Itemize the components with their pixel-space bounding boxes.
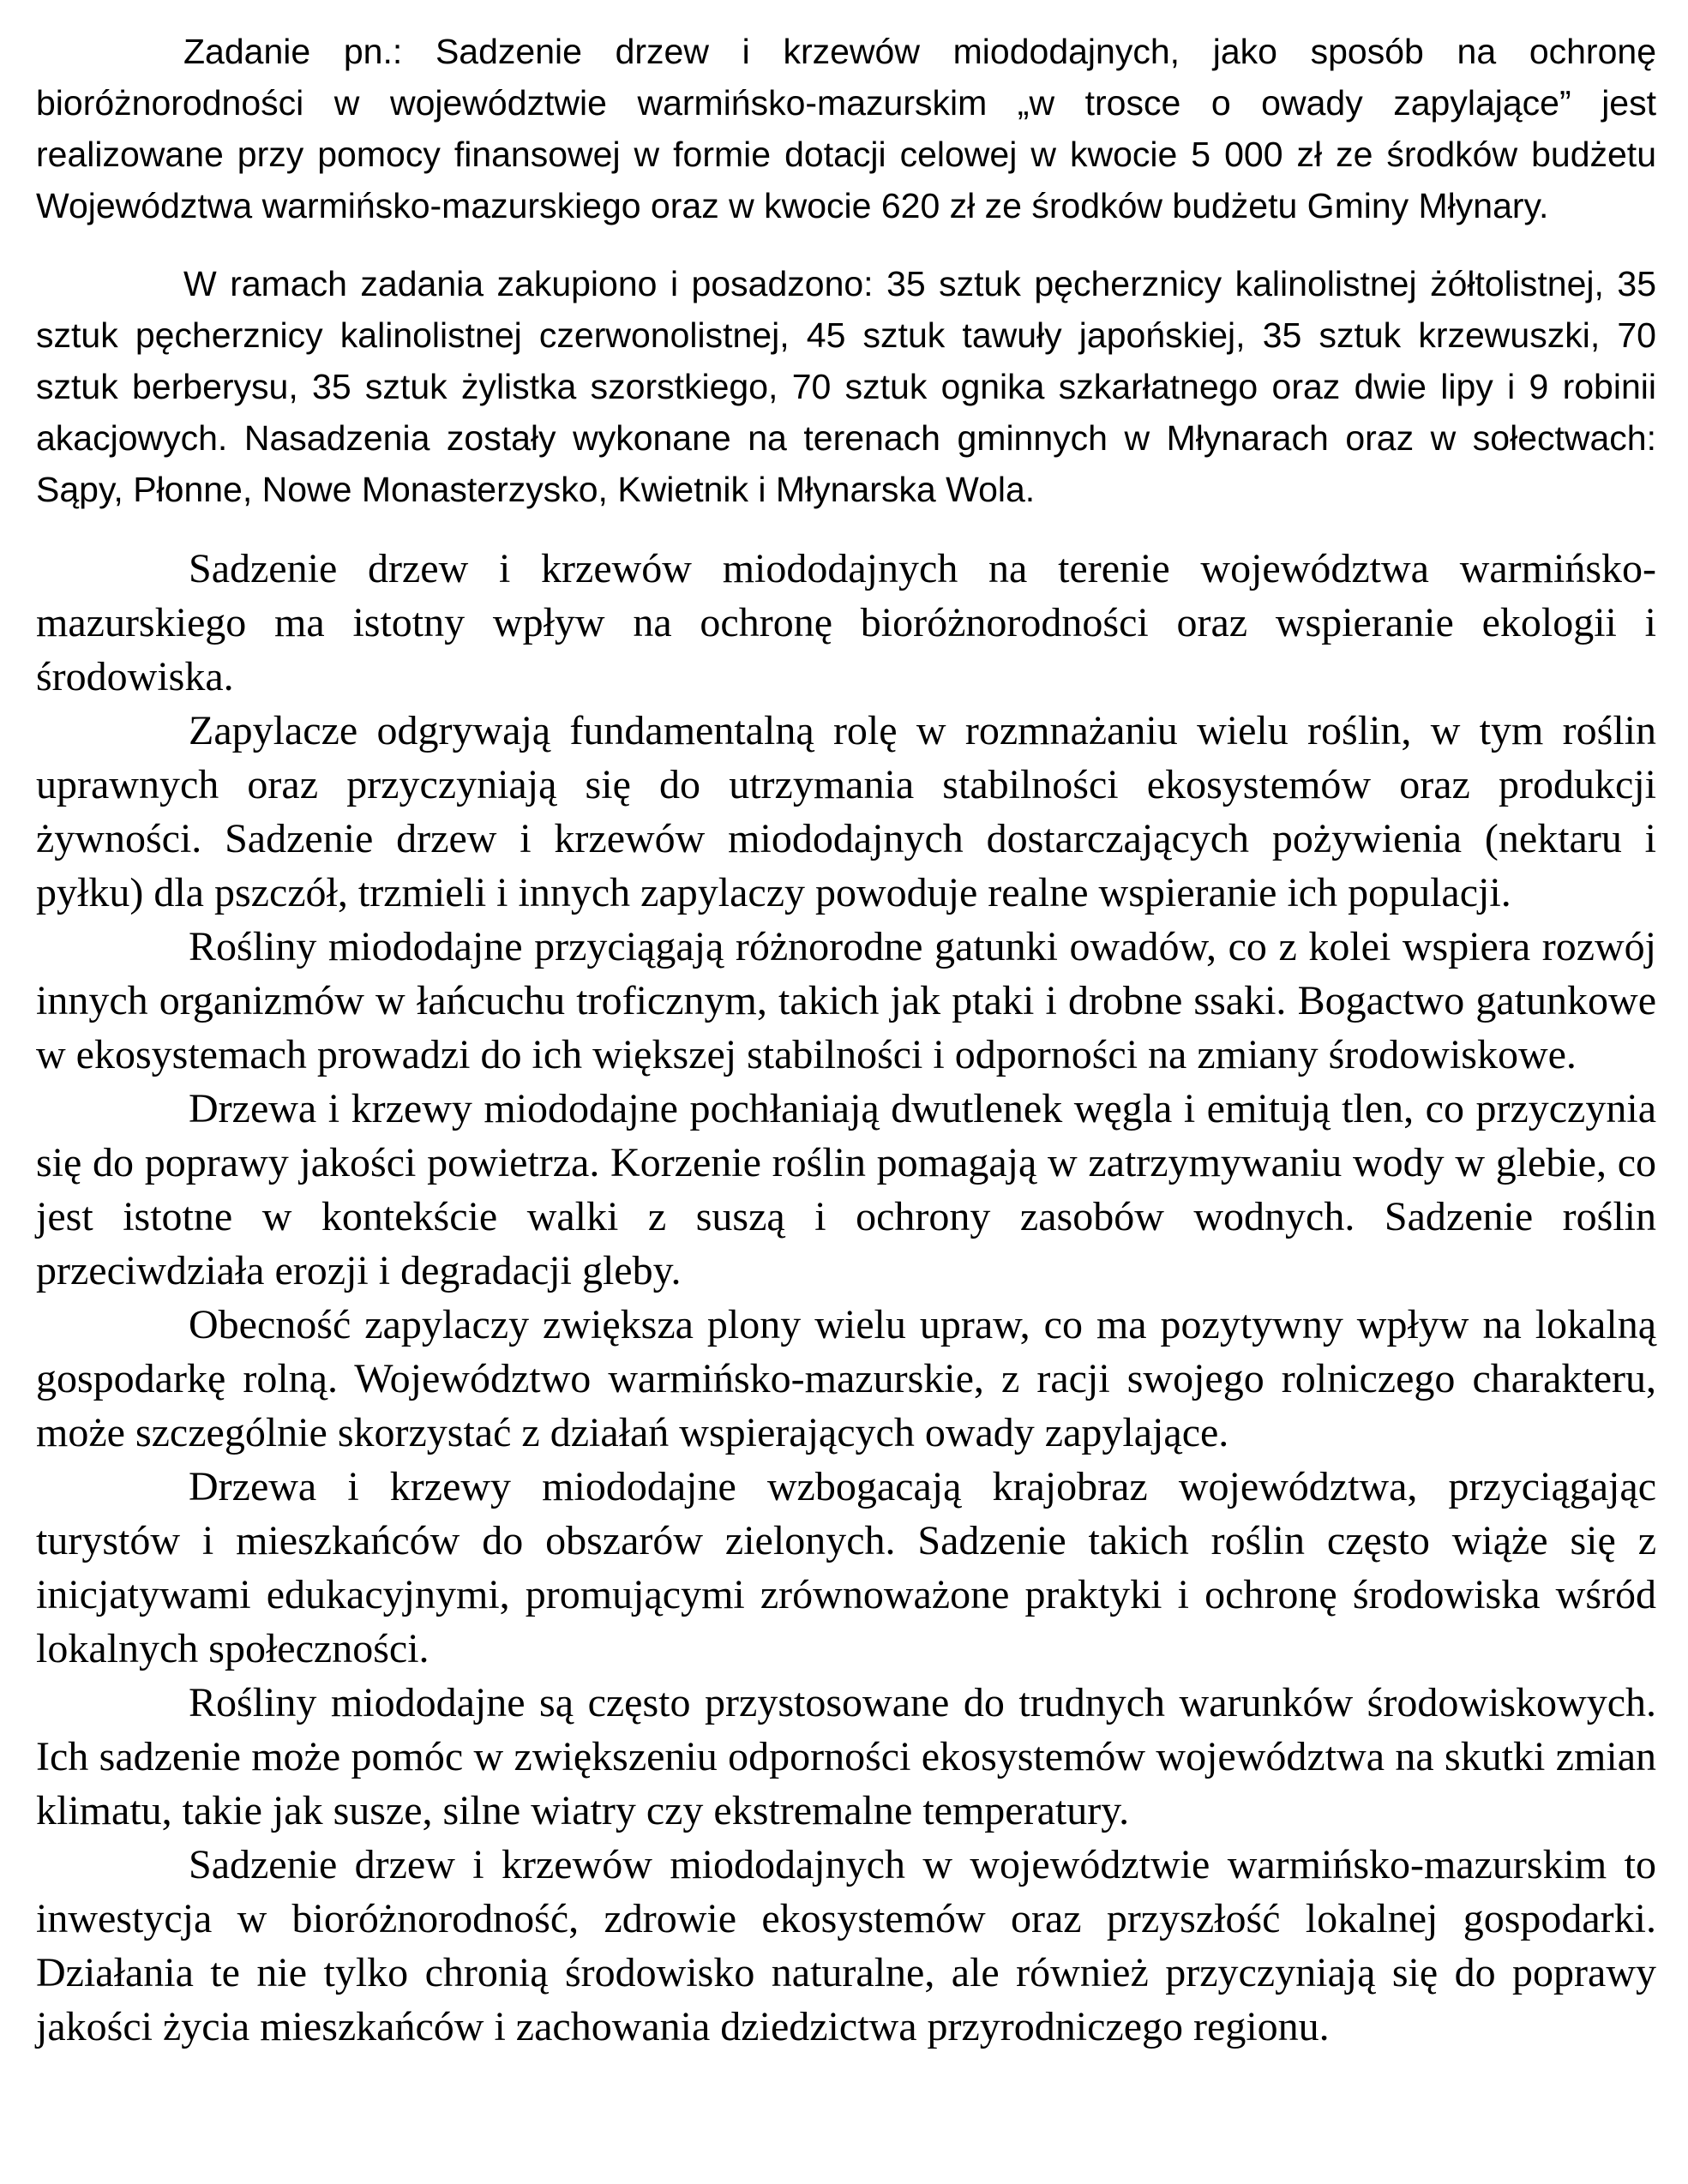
paragraph-4-pollinators-role: Zapylacze odgrywają fundamentalną rolę w rozmnażaniu wielu roślin, w tym roślin uprawnych oraz przyczyniają się do utrzymania stabilności ekosystemów oraz produkcji żywności. Sadzenie drzew i krzewów miododajnych dostarczających pożywienia (nektaru i pyłku) dla pszczół, trzmieli i innych zapylaczy powoduje realne wspieranie ich populacji. (36, 708, 1656, 915)
paragraph-6-co2-water-soil: Drzewa i krzewy miododajne pochłaniają dwutlenek węgla i emitują tlen, co przyczynia się do poprawy jakości powietrza. Korzenie roślin pomagają w zatrzymywaniu wody w glebie, co jest istotne w kontekście walki z suszą i ochrony zasobów wodnych. Sadzenie roślin przeciwdziała erozji i degradacji gleby. (36, 1086, 1656, 1293)
paragraph-7-local-agriculture: Obecność zapylaczy zwiększa plony wielu upraw, co ma pozytywny wpływ na lokalną gospodarkę rolną. Województwo warmińsko-mazurskie, z racji swojego rolniczego charakteru, może szczególnie skorzystać z działań wspierających owady zapylające. (36, 1302, 1656, 1455)
paragraph-5-trophic-chain: Rośliny miododajne przyciągają różnorodne gatunki owadów, co z kolei wspiera rozwój innych organizmów w łańcuchu troficznym, takich jak ptaki i drobne ssaki. Bogactwo gatunkowe w ekosystemach prowadzi do ich większej stabilności i odporności na zmiany środowiskowe. (36, 924, 1656, 1077)
paragraph-10-conclusion: Sadzenie drzew i krzewów miododajnych w województwie warmińsko-mazurskim to inwestycja w bioróżnorodność, zdrowie ekosystemów oraz przyszłość lokalnej gospodarki. Działania te nie tylko chronią środowisko naturalne, ale również przyczyniają się do poprawy jakości życia mieszkańców i zachowania dziedzictwa przyrodniczego regionu. (36, 1842, 1656, 2049)
paragraph-8-landscape-education: Drzewa i krzewy miododajne wzbogacają krajobraz województwa, przyciągając turystów i mieszkańców do obszarów zielonych. Sadzenie takich roślin często wiąże się z inicjatywami edukacyjnymi, promującymi zrównoważone praktyki i ochronę środowiska wśród lokalnych społeczności. (36, 1464, 1656, 1671)
paragraph-9-climate-resilience: Rośliny miododajne są często przystosowane do trudnych warunków środowiskowych. Ich sadzenie może pomóc w zwiększeniu odporności ekosystemów województwa na skutki zmian klimatu, takie jak susze, silne wiatry czy ekstremalne temperatury. (36, 1680, 1656, 1833)
paragraph-1-task-funding: Zadanie pn.: Sadzenie drzew i krzewów miododajnych, jako sposób na ochronę bioróżnorodności w województwie warmińsko-mazurskim „w trosce o owady zapylające” jest realizowane przy pomocy finansowej w formie dotacji celowej w kwocie 5 000 zł ze środków budżetu Województwa warmińsko-mazurskiego oraz w kwocie 620 zł ze środków budżetu Gminy Młynary. (36, 32, 1656, 225)
paragraph-2-purchased-plants: W ramach zadania zakupiono i posadzono: 35 sztuk pęcherznicy kalinolistnej żółtolistnej, 35 sztuk pęcherznicy kalinolistnej czerwonolistnej, 45 sztuk tawuły japońskiej, 35 sztuk krzewuszki, 70 sztuk berberysu, 35 sztuk żylistka szorstkiego, 70 sztuk ognika szkarłatnego oraz dwie lipy i 9 robinii akacjowych. Nasadzenia zostały wykonane na terenach gminnych w Młynarach oraz w sołectwach: Sąpy, Płonne, Nowe Monasterzysko, Kwietnik i Młynarska Wola. (36, 264, 1656, 509)
paragraph-3-biodiversity-impact: Sadzenie drzew i krzewów miododajnych na terenie województwa warmińsko-mazurskiego ma istotny wpływ na ochronę bioróżnorodności oraz wspieranie ekologii i środowiska. (36, 546, 1656, 699)
